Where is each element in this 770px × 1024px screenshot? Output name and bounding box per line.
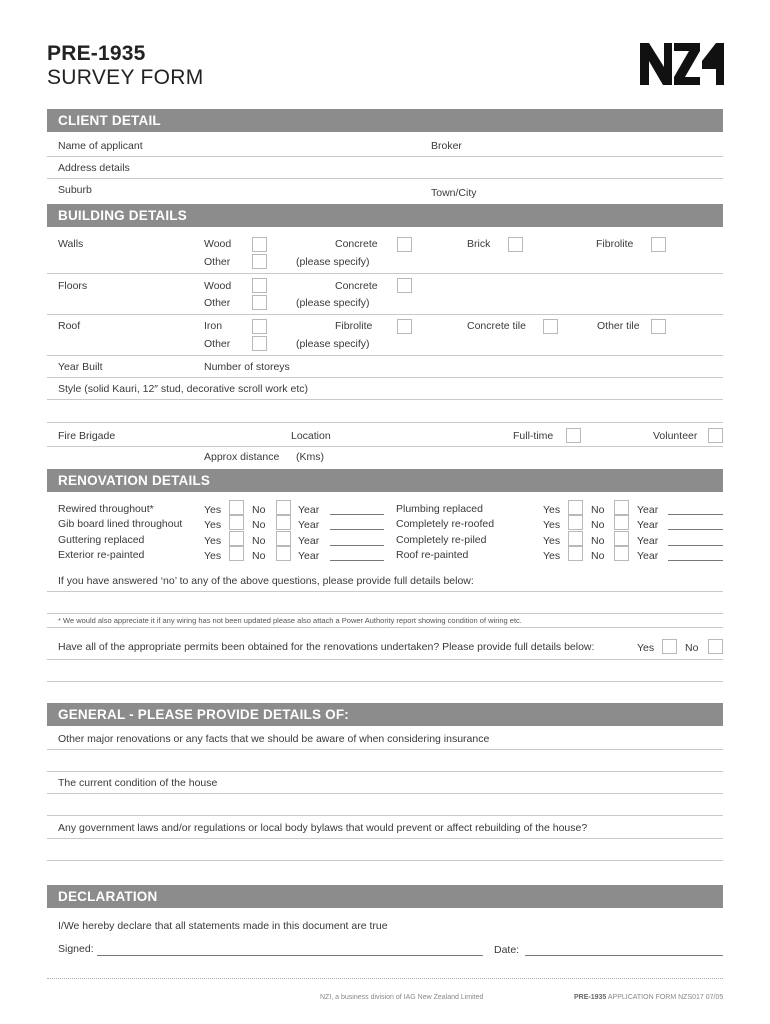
style-label: Style (solid Kauri, 12″ stud, decorative scroll work etc) (58, 383, 308, 395)
floors-label: Floors (58, 280, 88, 292)
renovation-left-item-label: Gib board lined throughout (58, 518, 183, 530)
walls-concrete-label: Concrete (335, 238, 378, 250)
approx-distance-label: Approx distance (204, 451, 280, 463)
town-label: Town/City (431, 187, 477, 199)
renovation-left-2-no-checkbox[interactable] (276, 531, 291, 546)
divider (47, 771, 723, 772)
signature-line[interactable] (97, 955, 483, 956)
roof-other-checkbox[interactable] (252, 336, 267, 351)
walls-other-checkbox[interactable] (252, 254, 267, 269)
year-label: Year (298, 535, 320, 547)
divider (47, 446, 723, 447)
year-label: Year (637, 550, 659, 562)
answered-no-text: If you have answered ‘no’ to any of the above questions, please provide full details below: (58, 575, 474, 587)
divider (47, 273, 723, 274)
divider (47, 627, 723, 628)
volunteer-checkbox[interactable] (708, 428, 723, 443)
footer-form-bold: PRE-1935 (574, 994, 607, 1001)
roof-fibrolite-checkbox[interactable] (397, 319, 412, 334)
broker-label: Broker (431, 140, 462, 152)
divider (47, 355, 723, 356)
divider (47, 860, 723, 861)
year-label: Year (298, 519, 320, 531)
year-label: Year (637, 519, 659, 531)
no-label: No (591, 535, 605, 547)
nzi-logo (640, 43, 724, 85)
signed-label: Signed: (58, 943, 94, 955)
general-heading: GENERAL - PLEASE PROVIDE DETAILS OF: (47, 703, 723, 726)
permits-yes-label: Yes (637, 642, 655, 654)
renovation-right-2-year-line[interactable] (668, 545, 723, 546)
volunteer-label: Volunteer (653, 430, 698, 442)
general-q3: Any government laws and/or regulations or local body bylaws that would prevent or affect rebuilding of the house? (58, 822, 588, 834)
client-detail-heading: CLIENT DETAIL (47, 109, 723, 132)
renovation-right-item-label: Plumbing replaced (396, 503, 483, 515)
walls-concrete-checkbox[interactable] (397, 237, 412, 252)
renovation-left-1-yes-checkbox[interactable] (229, 515, 244, 530)
renovation-right-item-label: Completely re-piled (396, 534, 487, 546)
floors-other-label: Other (204, 297, 231, 309)
renovation-left-2-yes-checkbox[interactable] (229, 531, 244, 546)
renovation-left-item-label: Guttering replaced (58, 534, 145, 546)
floors-concrete-label: Concrete (335, 280, 378, 292)
location-label: Location (291, 430, 331, 442)
renovation-left-1-no-checkbox[interactable] (276, 515, 291, 530)
renovation-right-item-label: Completely re-roofed (396, 518, 495, 530)
floors-wood-label: Wood (204, 280, 232, 292)
address-label: Address details (58, 162, 130, 174)
divider (47, 815, 723, 816)
renovation-left-0-year-line[interactable] (330, 514, 384, 515)
walls-brick-checkbox[interactable] (508, 237, 523, 252)
renovation-left-3-year-line[interactable] (330, 560, 384, 561)
roof-concrete-tile-label: Concrete tile (467, 320, 526, 332)
divider (47, 591, 723, 592)
year-label: Year (637, 504, 659, 516)
applicant-name-label: Name of applicant (58, 140, 143, 152)
kms-label: (Kms) (296, 451, 324, 463)
renovation-right-1-year-line[interactable] (668, 529, 723, 530)
yes-label: Yes (204, 504, 222, 516)
roof-iron-label: Iron (204, 320, 223, 332)
renovation-right-3-year-line[interactable] (668, 560, 723, 561)
no-label: No (591, 550, 605, 562)
walls-wood-label: Wood (204, 238, 232, 250)
divider (47, 659, 723, 660)
no-label: No (591, 504, 605, 516)
footer-form-rest: APPLICATION FORM NZS017 07/05 (607, 994, 724, 1001)
renovation-right-item-label: Roof re-painted (396, 549, 469, 561)
renovation-right-2-yes-checkbox[interactable] (568, 531, 583, 546)
renovation-right-1-no-checkbox[interactable] (614, 515, 629, 530)
renovation-left-3-no-checkbox[interactable] (276, 546, 291, 561)
no-label: No (591, 519, 605, 531)
no-label: No (252, 550, 266, 562)
roof-concrete-tile-checkbox[interactable] (543, 319, 558, 334)
floors-wood-checkbox[interactable] (252, 278, 267, 293)
roof-other-tile-label: Other tile (597, 320, 640, 332)
declaration-heading: DECLARATION (47, 885, 723, 908)
year-label: Year (637, 535, 659, 547)
no-label: No (252, 504, 266, 516)
walls-other-label: Other (204, 256, 231, 268)
year-label: Year (298, 504, 320, 516)
footer-form-code (574, 994, 723, 1001)
renovation-right-0-year-line[interactable] (668, 514, 723, 515)
dotted-divider (47, 978, 723, 979)
renovation-details-heading: RENOVATION DETAILS (47, 469, 723, 492)
divider (47, 178, 723, 179)
divider (47, 377, 723, 378)
floors-other-checkbox[interactable] (252, 295, 267, 310)
yes-label: Yes (543, 535, 561, 547)
divider (47, 838, 723, 839)
renovation-left-0-yes-checkbox[interactable] (229, 500, 244, 515)
yes-label: Yes (543, 504, 561, 516)
renovation-right-0-no-checkbox[interactable] (614, 500, 629, 515)
general-q1: Other major renovations or any facts that we should be aware of when considering insurance (58, 733, 490, 745)
form-title: PRE-1935 (47, 42, 146, 65)
year-label: Year (298, 550, 320, 562)
divider (47, 399, 723, 400)
renovation-left-2-year-line[interactable] (330, 545, 384, 546)
renovation-left-1-year-line[interactable] (330, 529, 384, 530)
roof-iron-checkbox[interactable] (252, 319, 267, 334)
renovation-right-1-yes-checkbox[interactable] (568, 515, 583, 530)
fulltime-label: Full-time (513, 430, 554, 442)
divider (47, 314, 723, 315)
renovation-right-2-no-checkbox[interactable] (614, 531, 629, 546)
walls-label: Walls (58, 238, 84, 250)
divider (47, 156, 723, 157)
date-line[interactable] (525, 955, 723, 956)
yes-label: Yes (204, 535, 222, 547)
wiring-note: * We would also appreciate it if any wiring has not been updated please also attach a Power Authority report showing condition of wiring etc. (58, 616, 522, 625)
general-q2: The current condition of the house (58, 777, 218, 789)
no-label: No (252, 519, 266, 531)
permits-yes-checkbox[interactable] (662, 639, 677, 654)
storeys-label: Number of storeys (204, 361, 290, 373)
building-details-heading: BUILDING DETAILS (47, 204, 723, 227)
permits-no-label: No (685, 642, 699, 654)
form-subtitle: SURVEY FORM (47, 66, 204, 89)
suburb-label: Suburb (58, 184, 92, 196)
divider (47, 613, 723, 614)
walls-specify-label: (please specify) (296, 256, 370, 268)
year-built-label: Year Built (58, 361, 103, 373)
date-label: Date: (494, 944, 520, 956)
roof-other-label: Other (204, 338, 231, 350)
divider (47, 793, 723, 794)
renovation-left-3-yes-checkbox[interactable] (229, 546, 244, 561)
floors-concrete-checkbox[interactable] (397, 278, 412, 293)
renovation-right-3-yes-checkbox[interactable] (568, 546, 583, 561)
roof-fibrolite-label: Fibrolite (335, 320, 373, 332)
renovation-left-item-label: Rewired throughout* (58, 503, 154, 515)
floors-specify-label: (please specify) (296, 297, 370, 309)
footer-company: NZI, a business division of IAG New Zealand Limited (320, 994, 484, 1001)
fulltime-checkbox[interactable] (566, 428, 581, 443)
permits-question: Have all of the appropriate permits been obtained for the renovations undertaken? Please provide full details below: (58, 641, 595, 653)
renovation-right-0-yes-checkbox[interactable] (568, 500, 583, 515)
walls-fibrolite-checkbox[interactable] (651, 237, 666, 252)
fire-brigade-label: Fire Brigade (58, 430, 116, 442)
divider (47, 749, 723, 750)
renovation-left-item-label: Exterior re-painted (58, 549, 145, 561)
yes-label: Yes (204, 550, 222, 562)
declaration-statement: I/We hereby declare that all statements made in this document are true (58, 920, 388, 932)
roof-label: Roof (58, 320, 81, 332)
yes-label: Yes (543, 550, 561, 562)
no-label: No (252, 535, 266, 547)
renovation-left-0-no-checkbox[interactable] (276, 500, 291, 515)
roof-specify-label: (please specify) (296, 338, 370, 350)
permits-no-checkbox[interactable] (708, 639, 723, 654)
walls-brick-label: Brick (467, 238, 491, 250)
renovation-right-3-no-checkbox[interactable] (614, 546, 629, 561)
yes-label: Yes (204, 519, 222, 531)
yes-label: Yes (543, 519, 561, 531)
walls-wood-checkbox[interactable] (252, 237, 267, 252)
divider (47, 681, 723, 682)
walls-fibrolite-label: Fibrolite (596, 238, 634, 250)
roof-other-tile-checkbox[interactable] (651, 319, 666, 334)
divider (47, 422, 723, 423)
